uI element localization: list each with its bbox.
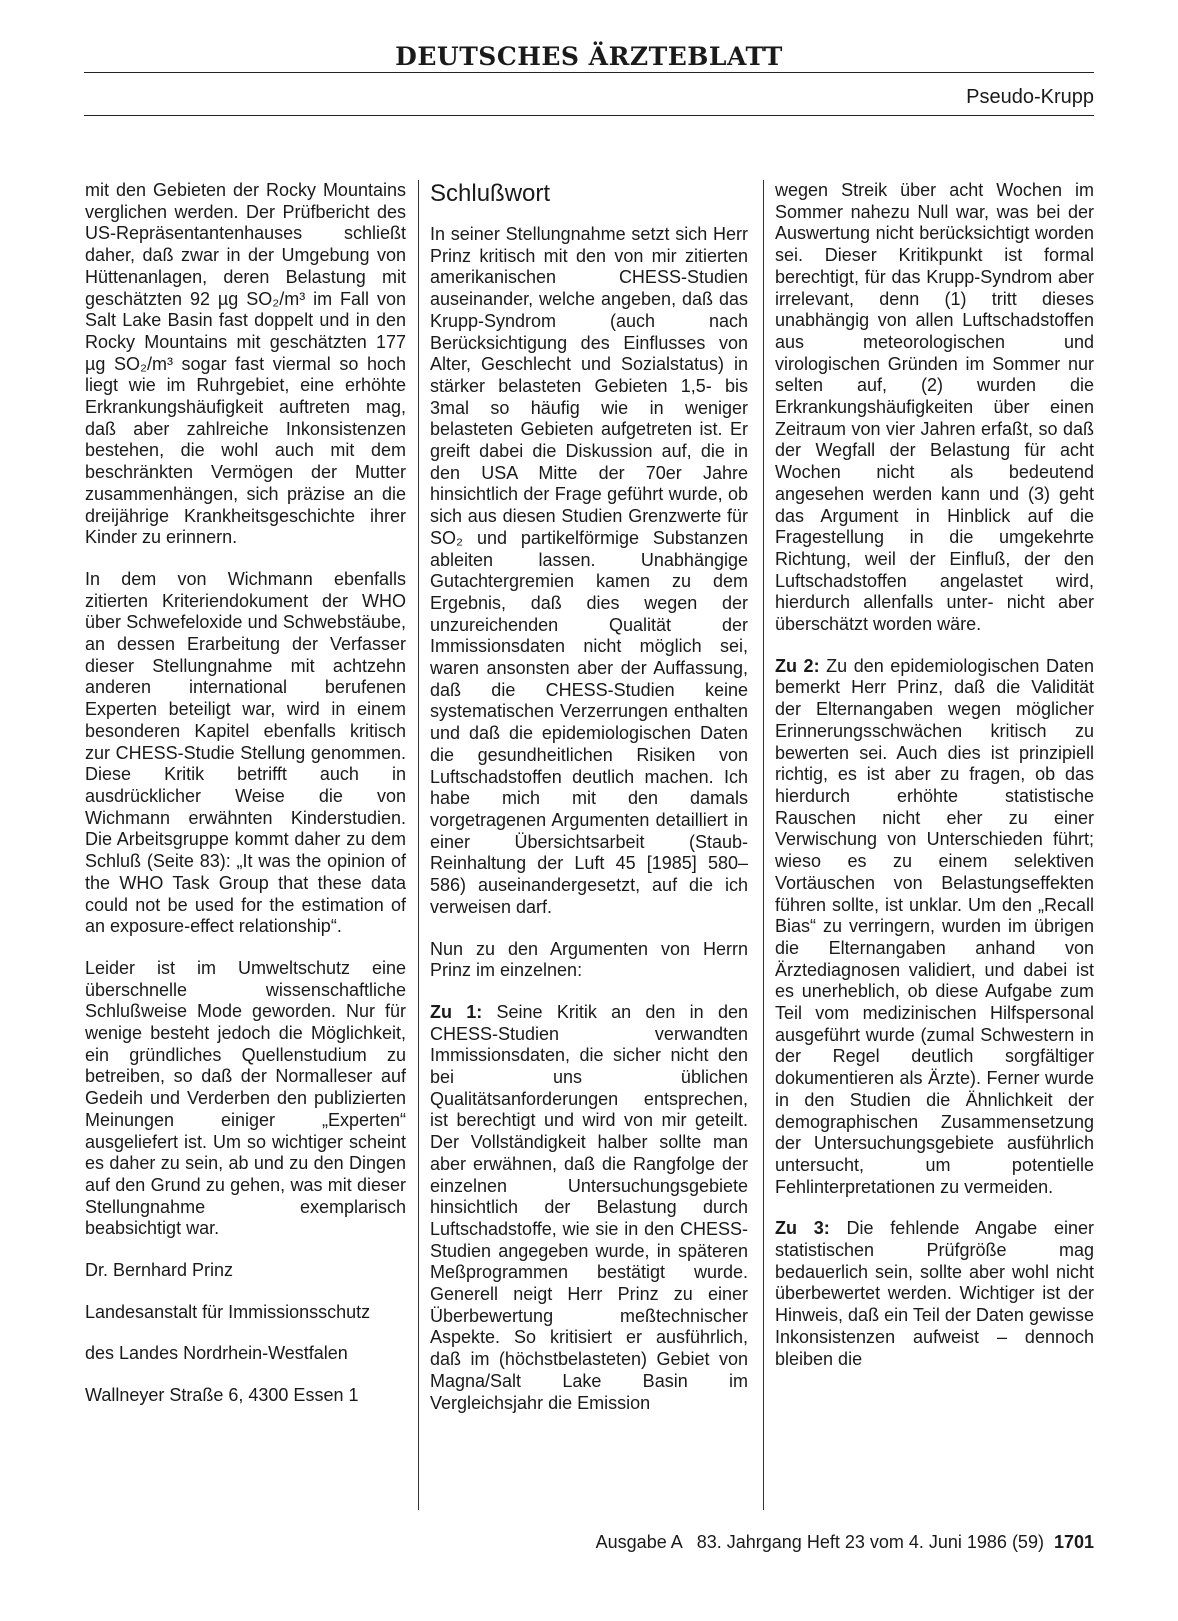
column-3 [775, 180, 1094, 1390]
point-text-1: Seine Kritik an den in den CHESS-Studien verwandten Immissionsdaten, die sicher nicht den bei uns üblichen Qualitätsanforderungen entsprechen, ist berechtigt und wird von mir geteilt. Der Vollständigkeit halber sollte man aber erwähnen, daß die Rangfolge der einzelnen Untersuchungsgebiete hinsichtlich der Belastung durch Luftschadstoffe, wie sie in den CHESS-Studien angegeben wurde, in späteren Meßprogrammen bestätigt wurde. Generell neigt Herr Prinz zu einer Überbewertung meßtechnischer Aspekte. So kritisiert er ausführlich, daß im (höchstbelasteten) Gebiet von Magna/Salt Lake Basin im Vergleichsjahr die Emission [430, 1001, 748, 1413]
journal-masthead: DEUTSCHES ÄRZTEBLATT [395, 42, 783, 71]
author-address: Wallneyer Straße 6, 4300 Essen 1 [85, 1385, 359, 1406]
issue-info: Ausgabe A 83. Jahrgang Heft 23 vom 4. Juni 1986 (59) [595, 1532, 1044, 1552]
col3-paragraph-3 [775, 1218, 1094, 1370]
column-divider-1 [418, 180, 419, 1510]
point-text-2: Zu den epidemiologischen Daten bemerkt Herr Prinz, daß die Validität der Elternangaben wegen möglicher Erinnerungsschwächen kritisch zu bewerten sei. Auch dies ist prinzipiell richtig, es ist aber zu fragen, ob das hierdurch erhöhte statistische Rauschen nicht eher zu einer Verwischung von Unterschieden führt; wieso es zu einem selektiven Vortäuschen von Belastungseffekten führen sollte, ist unklar. Um den „Recall Bias“ zu verringern, wurden im übrigen die Elternangaben anhand von Ärztediagnosen validiert, und dabei ist es unerheblich, ob diese Aufgabe zum Teil vom medizinischen Hilfspersonal ausgeführt wurde (zumal Schwestern in der Regel deutlich sorgfältiger dokumentieren als Ärzte). Ferner wurde in den Studien die Ähnlichkeit der demographischen Zusammensetzung der Untersuchungsgebiete ausführlich untersucht, um potentielle Fehlinterpretationen zu vermeiden. [775, 655, 1094, 1197]
point-label-1: Zu 1: [430, 1001, 483, 1022]
col3-paragraph-1: wegen Streik über acht Wochen im Sommer nahezu Null war, was bei der Auswertung nicht berücksichtigt worden sei. Dieser Kritikpunkt ist formal berechtigt, für das Krupp-Syndrom aber irrelevant, denn (1) tritt dieses unabhängig von allen Luftschadstoffen aus meteorologischen und virologischen Gründen im Sommer nur selten auf, (2) wurden die Erkrankungshäufigkeiten über einen Zeitraum von vier Jahren erfaßt, so daß der Wegfall der Belastung für acht Wochen nicht als bedeutend angesehen werden kann und (3) geht das Argument in Hinblick auf die Fragestellung in die umgekehrte Richtung, weil der Einfluß, der den Luftschadstoffen angelastet wird, hierdurch allenfalls unter- nicht aber überschätzt worden wäre. [775, 180, 1094, 635]
col1-paragraph-1: mit den Gebieten der Rocky Mountains verglichen werden. Der Prüfbericht des US-Repräsentantenhauses schließt daher, daß zwar in der Umgebung von Hüttenanlagen, deren Belastung mit geschätzten 92 µg SO₂/m³ im Fall von Salt Lake Basin fast doppelt und in den Rocky Mountains mit geschätzten 177 µg SO₂/m³ sogar fast viermal so hoch liegt wie im Ruhrgebiet, eine erhöhte Erkrankungshäufigkeit auftreten mag, daß aber zahlreiche Inkonsistenzen bestehen, die wohl auch mit dem beschränkten Vermögen der Mutter zusammenhängen, sich präzise an die dreijährige Krankheitsgeschichte ihrer Kinder zu erinnern. [85, 180, 406, 548]
col2-paragraph-3 [430, 1002, 748, 1414]
col2-paragraph-1: In seiner Stellungnahme setzt sich Herr Prinz kritisch mit den von mir zitierten amerikanischen CHESS-Studien auseinander, welche angeben, daß das Krupp-Syndrom (auch nach Berücksichtigung des Einflusses von Alter, Geschlecht und Sozialstatus) in stärker belasteten Gebieten 1,5- bis 3mal so häufig wie in weniger belasteten Gebieten aufgetreten ist. Er greift dabei die Diskussion auf, die in den USA Mitte der 70er Jahre hinsichtlich der Frage geführt wurde, ob sich aus diesen Studien Grenzwerte für SO₂ und partikelförmige Substanzen ableiten lassen. Unabhängige Gutachtergremien kamen zu dem Ergebnis, daß dies wegen der unzureichenden Qualität der Immissionsdaten nicht möglich sei, waren ansonsten aber der Auffassung, daß die CHESS-Studien keine systematischen Verzerrungen enthalten und daß die epidemiologischen Daten die gesundheitlichen Risiken von Luftschadstoffen deutlich machen. Ich habe mich mit den damals vorgetragenen Argumenten detailliert in einer Übersichtsarbeit (Staub-Reinhaltung der Luft 45 [1985] 580–586) auseinandergesetzt, auf die ich verweisen darf. [430, 224, 748, 917]
header-rule-top [84, 72, 1094, 73]
col1-paragraph-2: In dem von Wichmann ebenfalls zitierten Kriteriendokument der WHO über Schwefeloxide und Schwebstäube, an dessen Erarbeitung der Verfasser dieser Stellungnahme mit achtzehn anderen international berufenen Experten beteiligt war, wird in einem besonderen Kapitel ebenfalls kritisch zur CHESS-Studie Stellung genommen. Diese Kritik betrifft auch in ausdrücklicher Weise die von Wichmann erwähnten Kinderstudien. Die Arbeitsgruppe kommt daher zu dem Schluß (Seite 83): „It was the opinion of the WHO Task Group that these data could not be used for the estimation of an exposure-effect relationship“. [85, 568, 406, 937]
column-2 [430, 180, 748, 1434]
section-heading: Schlußwort [430, 180, 551, 207]
col1-paragraph-3: Leider ist im Umweltschutz eine überschnelle wissenschaftliche Schlußweise Mode geworden. Nur für wenige besteht jedoch die Möglichkeit, ein gründliches Quellenstudium zu betreiben, so daß der Normalleser auf Gedeih und Verderben den publizierten Meinungen einiger „Experten“ ausgeliefert ist. Um so wichtiger scheint es daher zu sein, ab und zu den Dingen auf den Grund zu gehen, was mit dieser Stellungnahme exemplarisch beabsichtigt war. [85, 957, 406, 1239]
point-label-2: Zu 2: [775, 655, 820, 676]
author-institution: Landesanstalt für Immissionsschutz [85, 1301, 371, 1322]
column-divider-2 [763, 180, 764, 1510]
page-footer [596, 1532, 1094, 1553]
col3-paragraph-2 [775, 656, 1094, 1199]
header-rule-bottom [84, 115, 1094, 116]
author-state: des Landes Nordrhein-Westfalen [85, 1343, 348, 1364]
point-text-3: Die fehlende Angabe einer statistischen Prüfgröße mag bedauerlich sein, sollte aber wohl nicht überbewertet werden. Wichtiger ist der Hinweis, daß ein Teil der Daten gewisse Inkonsistenzen aufweist – dennoch bleiben die [775, 1218, 1094, 1369]
author-name: Dr. Bernhard Prinz [85, 1260, 234, 1281]
column-1 [85, 180, 406, 1427]
col2-paragraph-2: Nun zu den Argumenten von Herrn Prinz im einzelnen: [430, 938, 748, 981]
point-label-3: Zu 3: [775, 1218, 830, 1239]
section-label: Pseudo-Krupp [966, 86, 1094, 108]
page-number: 1701 [1053, 1532, 1094, 1552]
